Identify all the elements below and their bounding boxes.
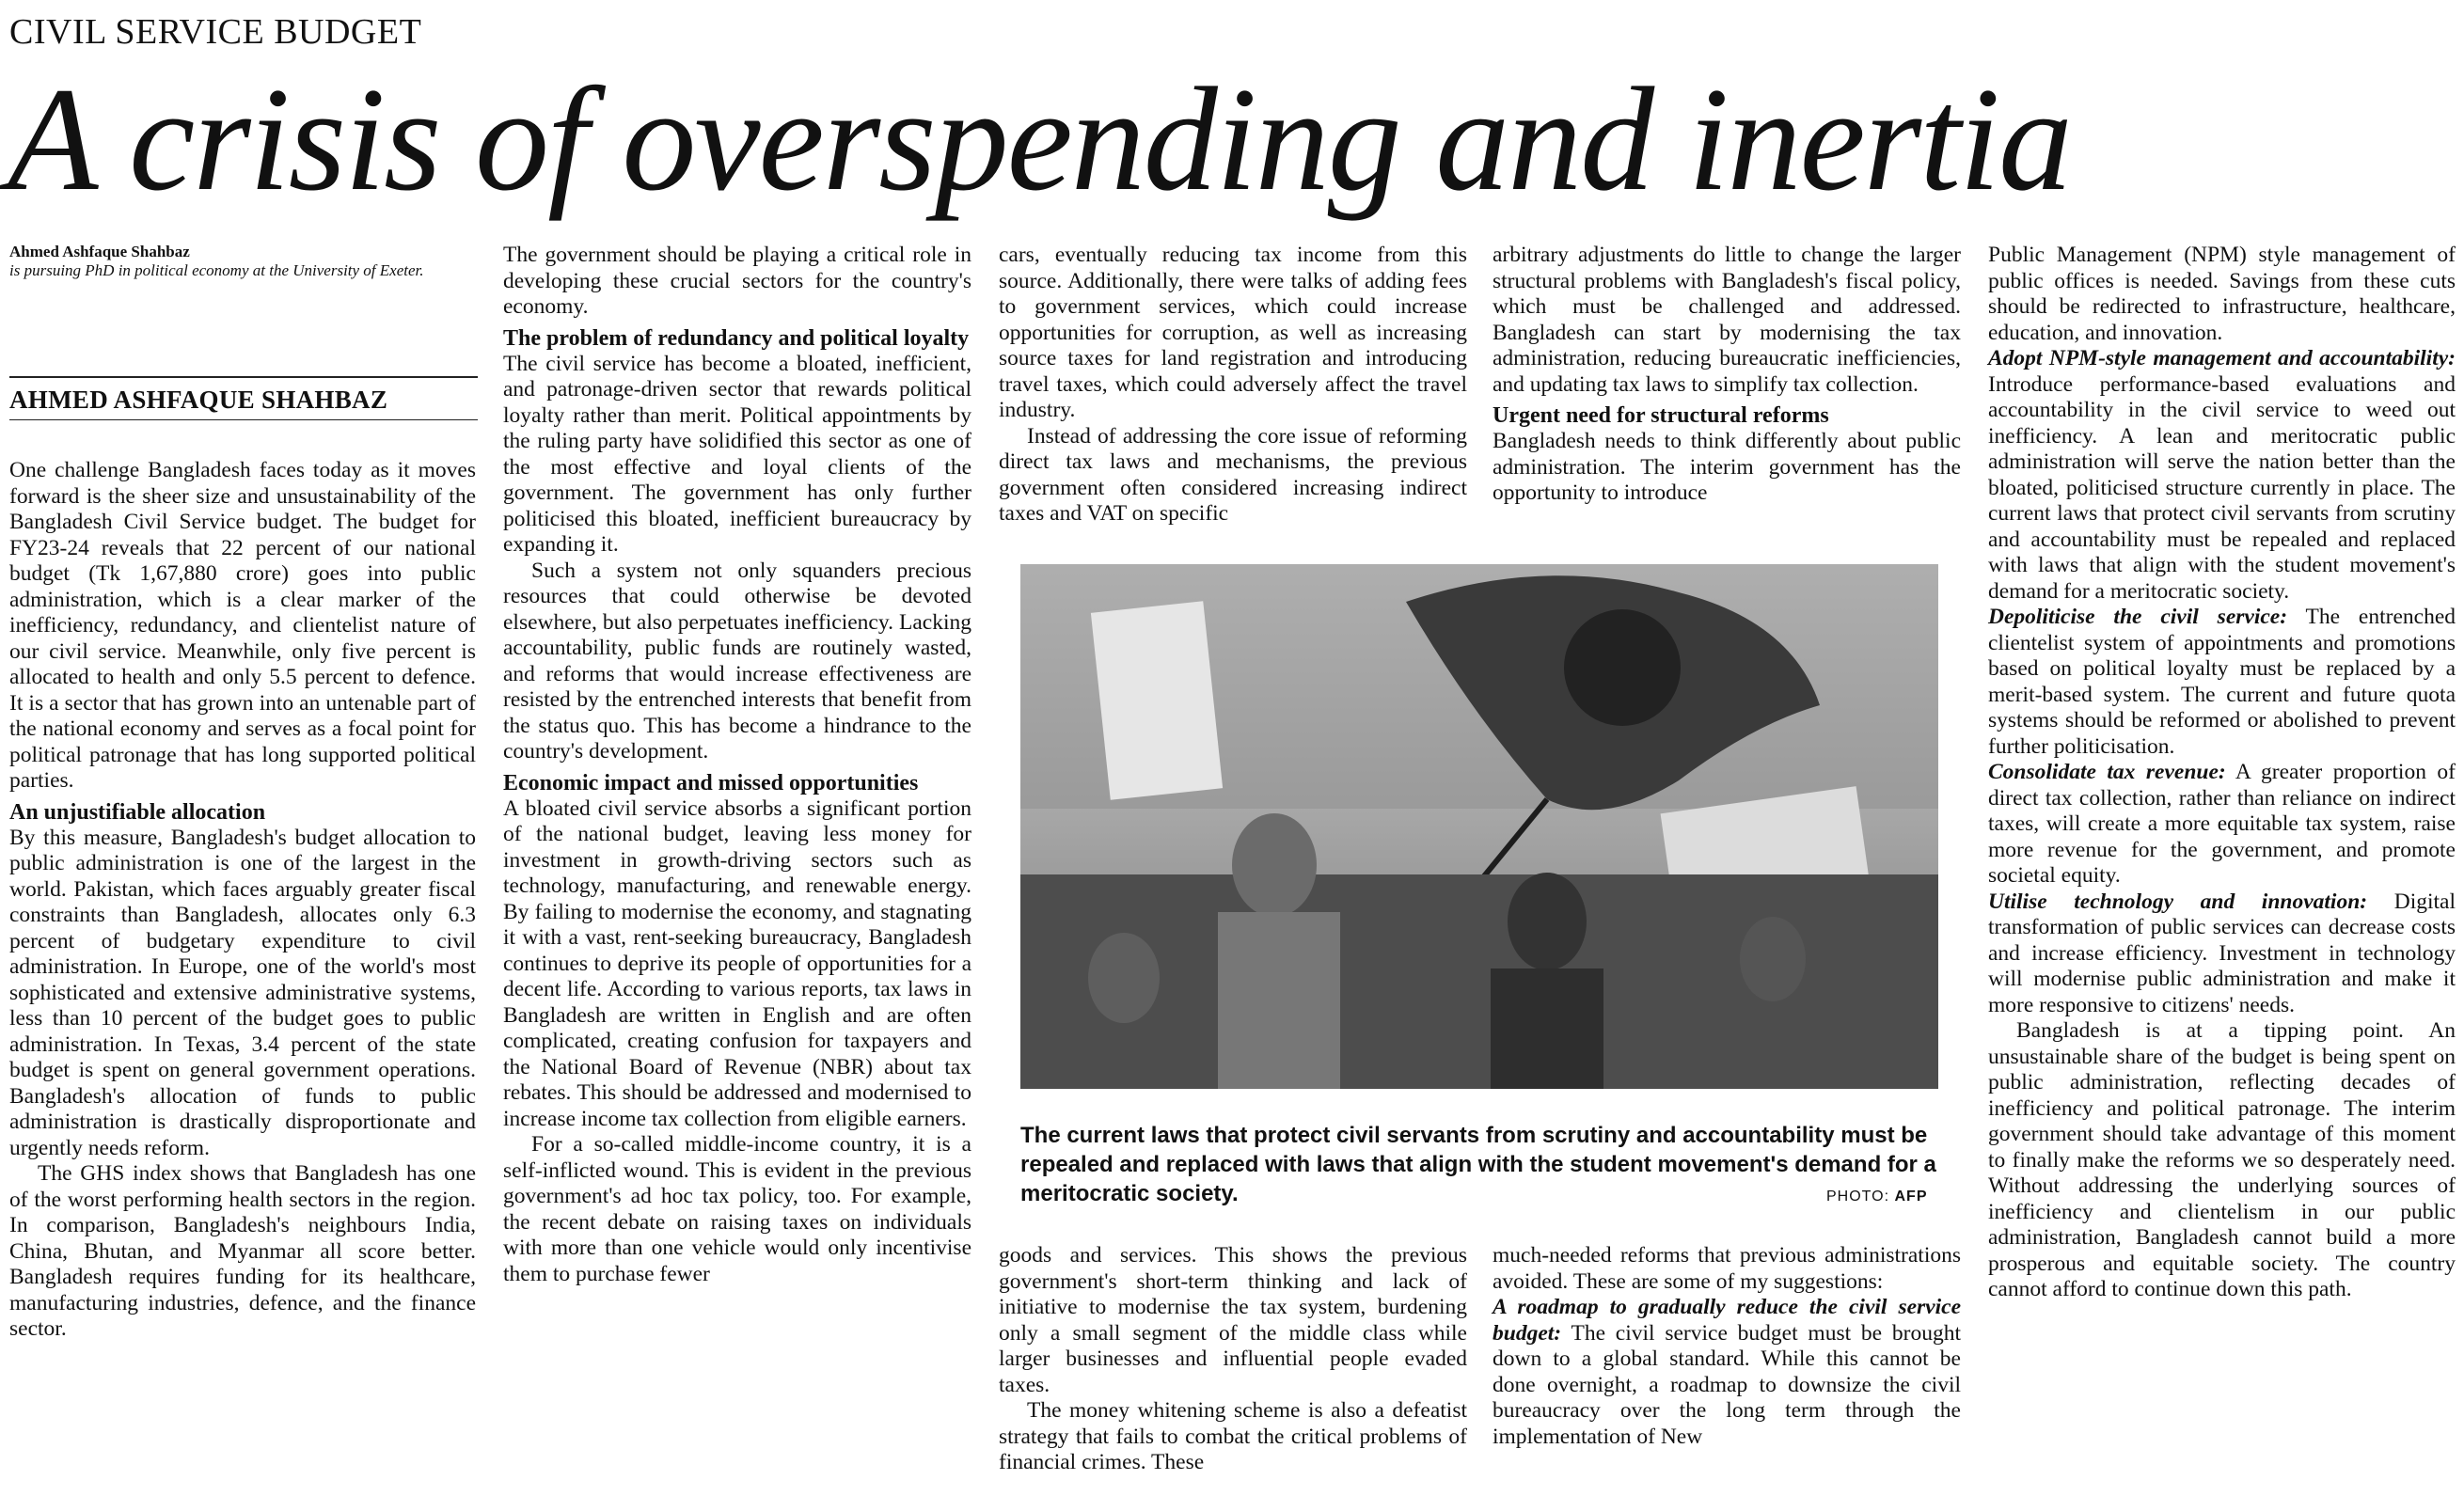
section-kicker: CIVIL SERVICE BUDGET	[9, 12, 422, 52]
col1-paragraph: By this measure, Bangladesh's budget allocation to public administration is one of the largest in the world. Pakistan, which faces arguably greater fiscal constraints than Bangladesh, allocates only 6.3 percent of budgetary expenditure to civil administration. In Europe, one of the world's most sophisticated and extensive administrative systems, less than 10 percent of the budget goes to public administration. In Texas, 3.4 percent of the state budget is spent on general government operations. Bangladesh's allocation of funds to public administration is drastically disproportionate and urgently needs reform.	[9, 825, 476, 1160]
col2-paragraph: Such a system not only squanders precious resources that could otherwise be devoted elsewhere, but also perpetuates inefficiency. Lacking accountability, public funds are routinely wasted, and reforms that would increase effectiveness are resisted by the entrenched interests that benefit from the status quo. This has become a hindrance to the country's development.	[503, 558, 971, 764]
photo-credit	[1826, 1189, 1928, 1205]
byline-rule-top	[9, 376, 478, 378]
col4-paragraph: Bangladesh needs to think differently about public administration. The interim government has the opportunity to introduce	[1493, 429, 1961, 505]
col5-suggestion	[1988, 890, 2456, 1019]
suggestion-text: The entrenched clientelist system of appointments and promotions based on political loyalty must be replaced by a merit-based system. The current and future quota systems should be reformed or abolished to prevent further politicisation.	[1988, 605, 2456, 759]
column-4-top	[1493, 243, 1961, 507]
author-name: Ahmed Ashfaque Shahbaz	[9, 243, 190, 260]
column-1	[9, 458, 476, 1343]
col4-paragraph: arbitrary adjustments do little to change the larger structural problems with Bangladesh's fiscal policy, which must be challenged and addressed. Bangladesh can start by modernising the tax administration, reducing bureaucratic inefficiencies, and updating tax laws to simplify tax collection.	[1493, 243, 1961, 397]
col2-subhead: Economic impact and missed opportunities	[503, 770, 919, 795]
col5-paragraph: Bangladesh is at a tipping point. An unsustainable share of the budget is being spent on public administration, reflecting decades of inefficiency and political patronage. The interim government should take advantage of this moment to finally make the reforms we so desperately need. Without addressing the underlying sources of inefficiency and clientelism in our public administration, Bangladesh cannot build a more prosperous and equitable society. The country cannot afford to continue down this path.	[1988, 1018, 2456, 1301]
col5-suggestion	[1988, 760, 2456, 890]
col2-subhead: The problem of redundancy and political loyalty	[503, 325, 970, 351]
col2-paragraph: The government should be playing a critical role in developing these crucial sectors for the country's economy.	[503, 243, 971, 319]
column-5	[1988, 243, 2456, 1303]
suggestion-text: Digital transformation of public services can decrease costs and increase efficiency. Investment in technology will modernise public administration and make it more responsive to citizens' needs.	[1988, 889, 2456, 1017]
protest-photo-illustration	[1020, 564, 1938, 1089]
col3-paragraph: Instead of addressing the core issue of reforming direct tax laws and mechanisms, the previous government often considered increasing indirect taxes and VAT on specific	[999, 423, 1467, 526]
column-2	[503, 243, 971, 1287]
col3-paragraph: cars, eventually reducing tax income from this source. Additionally, there were talks of adding fees to government services, which could increase opportunities for corruption, as well as increasing source taxes for land registration and introducing travel taxes, which could adversely affect the travel industry.	[999, 243, 1467, 422]
suggestion-lead: Consolidate tax revenue:	[1988, 760, 2226, 784]
col3-paragraph: goods and services. This shows the previous government's short-term thinking and lack of initiative to modernise the tax system, burdening only a small segment of the middle class while larger businesses and influential people evaded taxes.	[999, 1243, 1467, 1397]
author-byline: AHMED ASHFAQUE SHAHBAZ	[9, 386, 388, 414]
column-3-bottom	[999, 1243, 1467, 1476]
col1-paragraph: One challenge Bangladesh faces today as it moves forward is the sheer size and unsustainability of the Bangladesh Civil Service budget. The budget for FY23-24 reveals that 22 percent of our national budget (Tk 1,67,880 crore) goes into public administration, which is a clear marker of the inefficiency, redundancy, and clientelist nature of our civil service. Meanwhile, only five percent is allocated to health and only 5.5 percent to defence. It is a sector that has grown into an untenable part of the national economy and serves as a focal point for political patronage that has long supported political parties.	[9, 458, 476, 793]
suggestion-text: A greater proportion of direct tax collection, rather than reliance on indirect taxes, will create a more equitable tax system, raise more revenue for the government, and promote societal equity.	[1988, 760, 2456, 888]
column-3-top	[999, 243, 1467, 528]
suggestion-lead: Utilise technology and innovation:	[1988, 889, 2368, 914]
col1-subhead: An unjustifiable allocation	[9, 799, 266, 825]
byline-rule-bottom	[9, 419, 478, 420]
suggestion-lead: A roadmap to gradually reduce the civil service budget:	[1493, 1295, 1961, 1346]
author-bio	[9, 243, 480, 280]
col5-paragraph: Public Management (NPM) style management of public offices is needed. Savings from these cuts should be redirected to infrastructure, healthcare, education, and innovation.	[1988, 243, 2456, 345]
col1-paragraph: The GHS index shows that Bangladesh has one of the worst performing health sectors in the region. In comparison, Bangladesh's neighbours India, China, Bhutan, and Myanmar all score better. Bangladesh requires funding for its healthcare, manufacturing industries, defence, and the finance sector.	[9, 1161, 476, 1341]
suggestion-text: Introduce performance-based evaluations and accountability in the civil service to weed out inefficiency. A lean and meritocratic public administration will serve the nation better than the bloated, politicised structure currently in place. The current laws that protect civil servants from scrutiny and accountability must be repealed and replaced with laws that align with the student movement's demand for a meritocratic society.	[1988, 371, 2456, 604]
headline: A crisis of overspending and inertia	[8, 57, 2072, 222]
photo-credit-label: PHOTO:	[1826, 1189, 1890, 1205]
author-bio-text: is pursuing PhD in political economy at the University of Exeter.	[9, 261, 424, 279]
suggestion-lead: Adopt NPM-style management and accountability:	[1988, 346, 2456, 370]
col4-subhead: Urgent need for structural reforms	[1493, 403, 1829, 428]
col2-paragraph: For a so-called middle-income country, it is a self-inflicted wound. This is evident in the previous government's ad hoc tax policy, too. For example, the recent debate on raising taxes on individuals with more than one vehicle would only incentivise them to purchase fewer	[503, 1132, 971, 1286]
column-4-bottom	[1493, 1243, 1961, 1450]
suggestion-text: The civil service budget must be brought down to a global standard. While this cannot be done overnight, a roadmap to downsize the civil bureaucracy over the long term through the implementation of New	[1493, 1320, 1961, 1449]
suggestion-lead: Depoliticise the civil service:	[1988, 605, 2288, 629]
col5-suggestion	[1988, 346, 2456, 605]
col5-suggestion	[1988, 605, 2456, 760]
photo-caption: The current laws that protect civil servants from scrutiny and accountability must be repealed and replaced with laws that align with the student movement's demand for a meritocratic society.	[1020, 1123, 1936, 1206]
col4-paragraph: much-needed reforms that previous administrations avoided. These are some of my suggestions:	[1493, 1243, 1961, 1294]
col3-paragraph: The money whitening scheme is also a defeatist strategy that fails to combat the critical problems of financial crimes. These	[999, 1398, 1467, 1474]
protest-photo	[1020, 564, 1938, 1089]
col2-paragraph: The civil service has become a bloated, inefficient, and patronage-driven sector that rewards political loyalty rather than merit. Political appointments by the ruling party have solidified this sector as one of the most effective and loyal clients of the government. The government has only further politicised this bloated, inefficient bureaucracy by expanding it.	[503, 351, 971, 557]
col4-suggestion	[1493, 1295, 1961, 1450]
col2-paragraph: A bloated civil service absorbs a significant portion of the national budget, leaving less money for investment in growth-driving sectors such as technology, manufacturing, and renewable energy. By failing to modernise the economy, and stagnating it with a vast, rent-seeking bureaucracy, Bangladesh continues to deprive its people of opportunities for a decent life. According to various reports, tax laws in Bangladesh are written in English and are often complicated, creating confusion for taxpayers and the National Board of Revenue (NBR) about tax rebates. This should be addressed and modernised to increase income tax collection from eligible earners.	[503, 795, 971, 1131]
photo-credit-source: AFP	[1894, 1189, 1928, 1205]
